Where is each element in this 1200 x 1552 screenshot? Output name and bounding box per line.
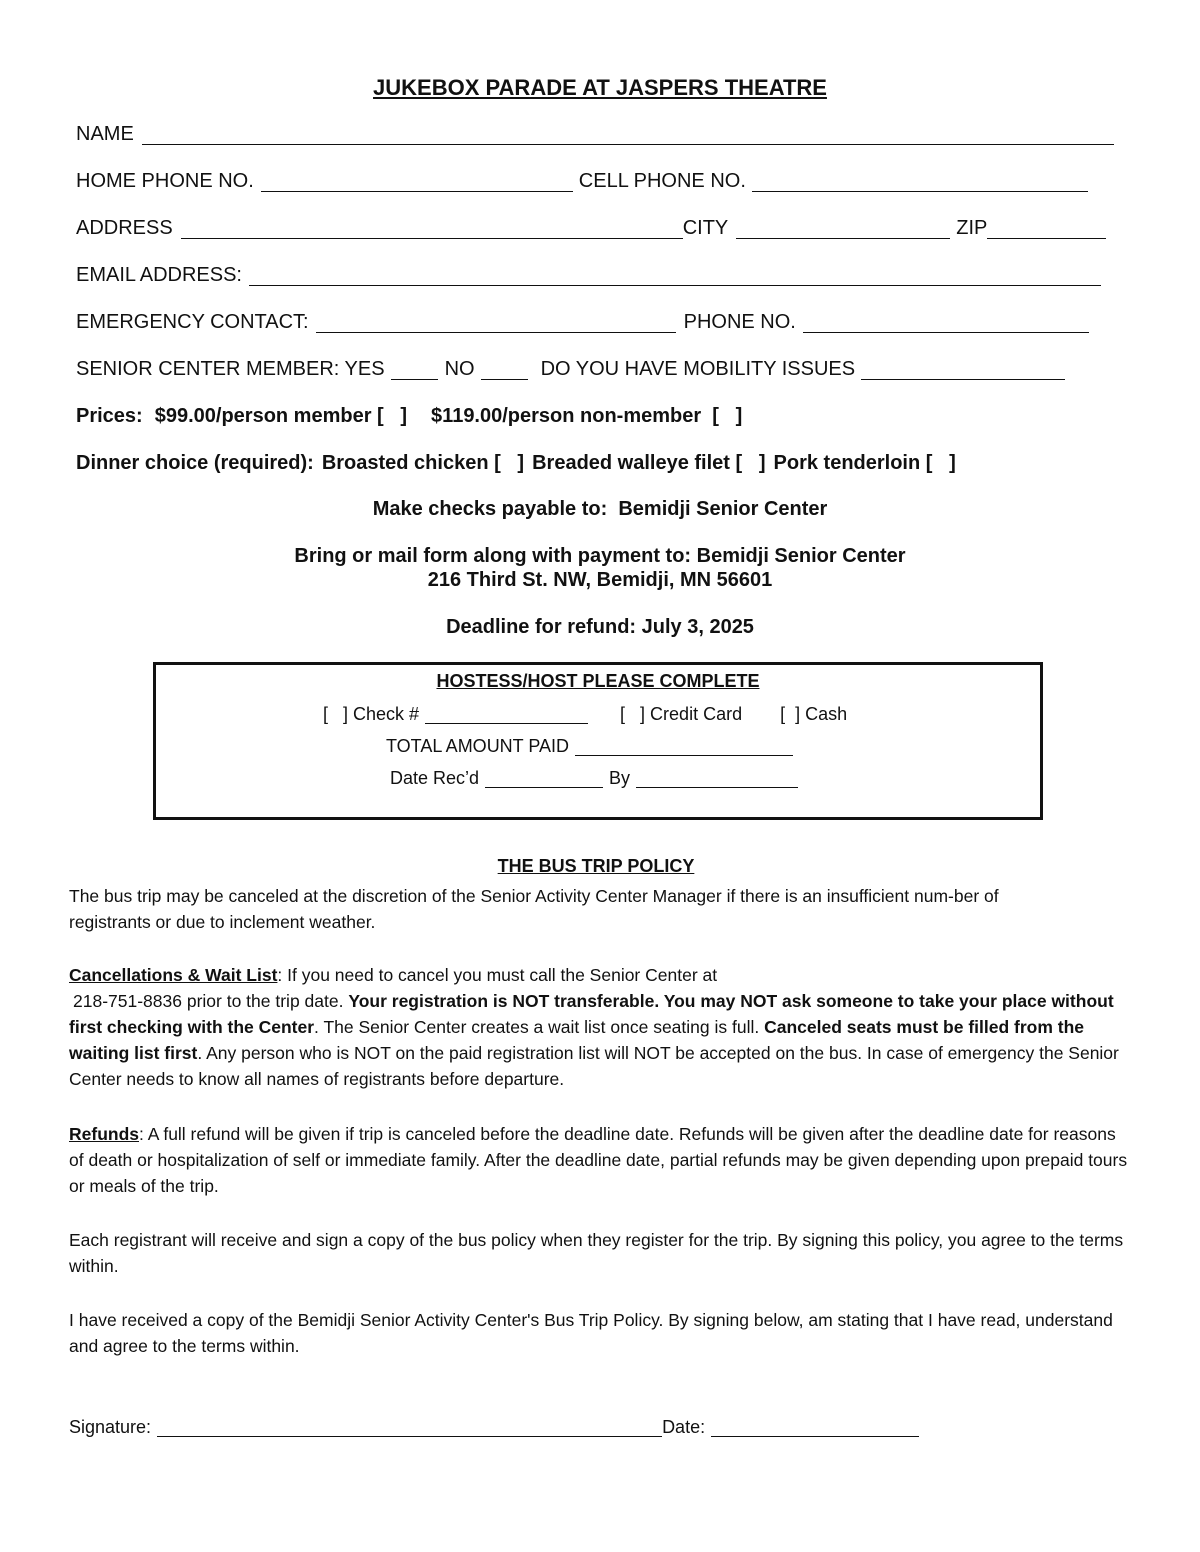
home-phone-field[interactable] xyxy=(261,171,573,192)
prices-label: Prices: xyxy=(76,405,143,427)
date-received-row xyxy=(390,765,798,791)
emergency-row xyxy=(76,308,1089,336)
each-registrant-paragraph: Each registrant will receive and sign a copy of the bus policy when they register for the trip. By signing this policy, you agree to the terms within. xyxy=(69,1230,1124,1276)
page-title: JUKEBOX PARADE AT JASPERS THEATRE xyxy=(373,75,827,100)
city-label: CITY xyxy=(682,217,729,239)
name-row xyxy=(76,120,1114,148)
phone-row xyxy=(76,167,1088,195)
email-label: EMAIL ADDRESS: xyxy=(76,264,242,286)
cancellations-text-b: 218-751-8836 prior to the trip date. xyxy=(73,991,349,1011)
cancellations-heading: Cancellations & Wait List xyxy=(69,965,278,985)
refund-deadline: Deadline for refund: July 3, 2025 xyxy=(446,616,754,638)
cancellations-text-a: : If you need to cancel you must call the Senior Center at xyxy=(277,965,718,985)
refunds-text: : A full refund will be given if trip is canceled before the deadline date. Refunds will be given after the deadline date for reasons of death or hospitalization of self or immediate family. After the deadline date, partial refunds may be given depending upon prepaid tours or meals of the trip. xyxy=(69,1124,1128,1196)
payable-note: Make checks payable to: Bemidji Senior Center xyxy=(372,498,828,520)
prices-row xyxy=(76,402,742,430)
cash-option[interactable]: [ ] Cash xyxy=(780,704,848,724)
signature-label: Signature: xyxy=(69,1417,152,1437)
dinner-label: Dinner choice (required): xyxy=(76,452,314,474)
name-label: NAME xyxy=(76,123,134,145)
date-received-label: Date Rec’d xyxy=(390,768,480,788)
dinner-pork-option[interactable]: Pork tenderloin [ ] xyxy=(773,452,956,474)
dinner-row xyxy=(76,449,956,477)
price-non-member-option[interactable]: $119.00/person non-member [ ] xyxy=(431,405,743,427)
check-number-field[interactable] xyxy=(425,705,588,724)
member-yes-field[interactable] xyxy=(391,359,438,380)
cancellations-text-c: . The Senior Center creates a wait list once seating is full. xyxy=(314,1017,765,1037)
senior-member-label: SENIOR CENTER MEMBER: YES xyxy=(76,358,385,380)
cancellations-text-d: . Any person who is NOT on the paid registration list will NOT be accepted on the bus. In case of emergency the Senior Center needs to know all names of registrants before departure. xyxy=(69,1043,1119,1089)
signature-field[interactable] xyxy=(157,1416,662,1437)
emergency-contact-label: EMERGENCY CONTACT: xyxy=(76,311,309,333)
address-label: ADDRESS xyxy=(76,217,173,239)
refunds-heading: Refunds xyxy=(69,1124,139,1144)
address-row xyxy=(76,214,1106,242)
received-by-label: By xyxy=(609,768,631,788)
received-by-field[interactable] xyxy=(636,769,798,788)
name-field[interactable] xyxy=(142,124,1114,145)
email-row xyxy=(76,261,1101,289)
member-row xyxy=(76,355,1065,383)
host-box xyxy=(153,662,1043,820)
mail-line-2: 216 Third St. NW, Bemidji, MN 56601 xyxy=(427,569,773,591)
check-option[interactable]: [ ] Check # xyxy=(323,704,420,724)
emergency-phone-label: PHONE NO. xyxy=(683,311,796,333)
emergency-phone-field[interactable] xyxy=(803,312,1089,333)
mobility-label: DO YOU HAVE MOBILITY ISSUES xyxy=(540,358,856,380)
payment-method-row xyxy=(323,701,847,727)
cell-phone-field[interactable] xyxy=(752,171,1088,192)
total-paid-label: TOTAL AMOUNT PAID xyxy=(386,736,570,756)
host-box-title: HOSTESS/HOST PLEASE COMPLETE xyxy=(436,671,760,691)
address-field[interactable] xyxy=(181,218,683,239)
zip-label: ZIP xyxy=(956,217,988,239)
city-field[interactable] xyxy=(736,218,950,239)
cancellations-bold-1: Your registration is NOT transferable. You may NOT ask someone to take your place without first checking with the Center xyxy=(69,991,1114,1037)
zip-field[interactable] xyxy=(987,218,1106,239)
price-member-option[interactable]: $99.00/person member [ ] xyxy=(154,405,408,427)
cancellations-paragraph xyxy=(69,962,1134,1092)
mobility-field[interactable] xyxy=(861,359,1065,380)
home-phone-label: HOME PHONE NO. xyxy=(76,170,254,192)
member-no-label: NO xyxy=(444,358,475,380)
signature-row xyxy=(69,1413,919,1441)
dinner-walleye-option[interactable]: Breaded walleye filet [ ] xyxy=(532,452,766,474)
signature-date-field[interactable] xyxy=(711,1416,919,1437)
dinner-chicken-option[interactable]: Broasted chicken [ ] xyxy=(321,452,525,474)
email-field[interactable] xyxy=(249,265,1101,286)
total-paid-row xyxy=(386,733,793,759)
policy-intro: The bus trip may be canceled at the discretion of the Senior Activity Center Manager if there is an insufficient num-ber of registrants or due to inclement weather. xyxy=(69,886,999,932)
acknowledgement-paragraph: I have received a copy of the Bemidji Senior Activity Center's Bus Trip Policy. By signing below, am stating that I have read, understand and agree to the terms within. xyxy=(69,1310,1113,1356)
emergency-contact-field[interactable] xyxy=(316,312,676,333)
cell-phone-label: CELL PHONE NO. xyxy=(578,170,746,192)
cancellations-bold-2: Canceled seats must be filled from the waiting list first xyxy=(69,1017,1085,1063)
date-received-field[interactable] xyxy=(485,769,603,788)
policy-title: THE BUS TRIP POLICY xyxy=(497,856,695,876)
member-no-field[interactable] xyxy=(481,359,528,380)
total-paid-field[interactable] xyxy=(575,737,793,756)
credit-card-option[interactable]: [ ] Credit Card xyxy=(620,704,743,724)
refunds-paragraph xyxy=(69,1121,1134,1199)
mail-line-1: Bring or mail form along with payment to: Bemidji Senior Center xyxy=(294,545,906,567)
signature-date-label: Date: xyxy=(662,1417,706,1437)
